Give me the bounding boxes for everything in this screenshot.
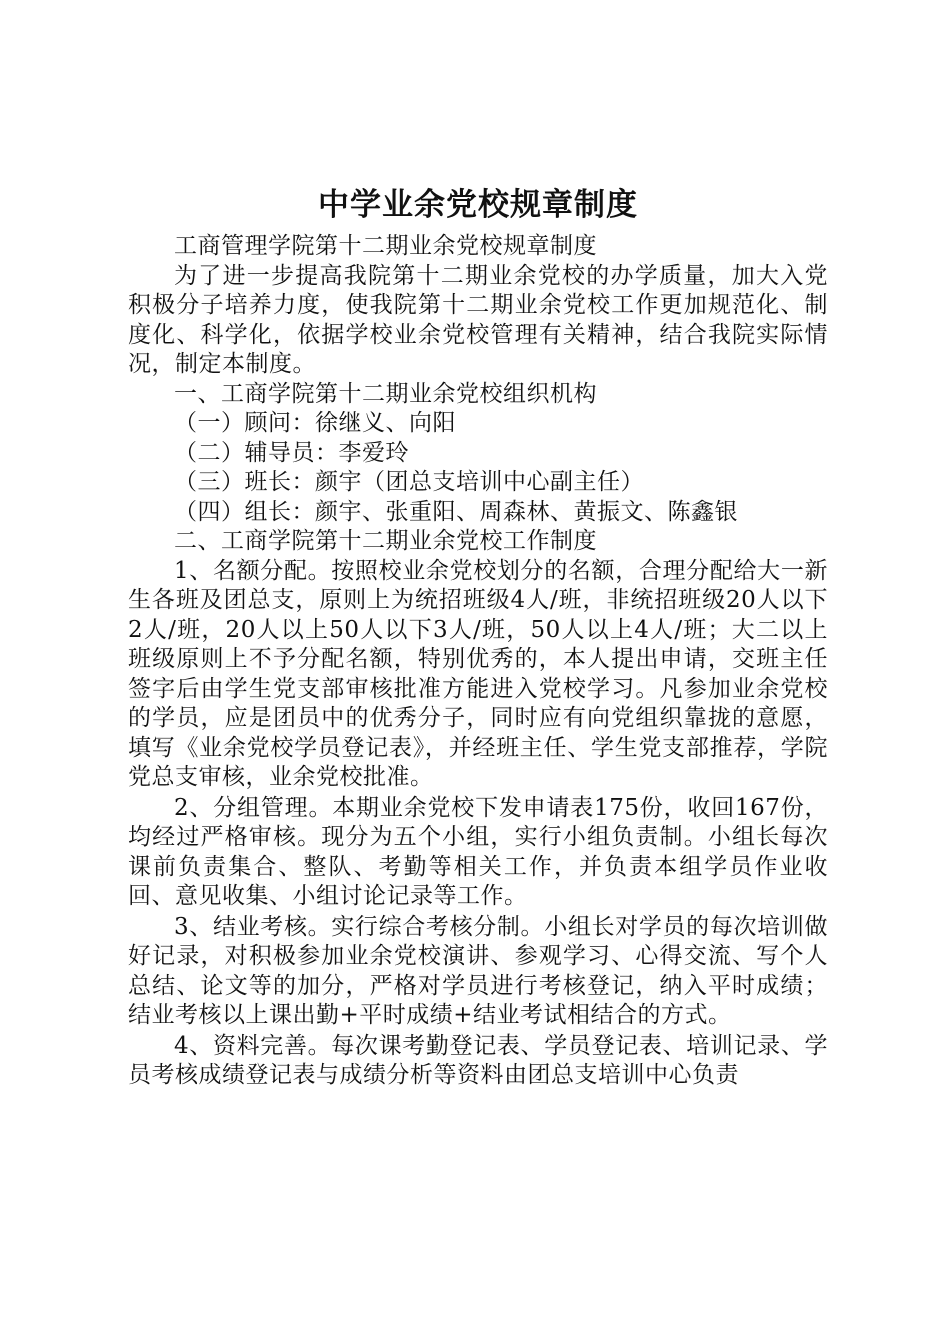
document-page [128, 182, 828, 1091]
paragraph-subtitle: 工商管理学院第十二期业余党校规章制度 [174, 233, 597, 259]
section-heading-organization: 一、工商学院第十二期业余党校组织机构 [174, 380, 597, 407]
list-item-monitor: （三）班长：颜宇（团总支培训中心副主任） [174, 469, 644, 495]
list-item-group-leaders: （四）组长：颜宇、张重阳、周森林、黄振文、陈鑫银 [174, 498, 738, 525]
paragraph-assessment: 3、结业考核。实行综合考核分制。小组长对学员的每次培训做好记录，对积极参加业余党校演讲、参观学习、心得交流、写个人总结、论文等的加分，严格对学员进行考核登记，纳入平时成绩；结业考核以上课出勤+平时成绩+结业考试相结合的方式。 [128, 913, 828, 1028]
paragraph-materials: 4、资料完善。每次课考勤登记表、学员登记表、培训记录、学员考核成绩登记表与成绩分析等资料由团总支培训中心负责 [128, 1032, 828, 1088]
list-item-counselor: （二）辅导员：李爱玲 [174, 439, 409, 466]
section-heading-work-system: 二、工商学院第十二期业余党校工作制度 [174, 528, 597, 554]
list-item-advisor: （一）顾问：徐继义、向阳 [174, 410, 456, 436]
document-title: 中学业余党校规章制度 [318, 187, 638, 223]
paragraph-intro: 为了进一步提高我院第十二期业余党校的办学质量，加大入党积极分子培养力度，使我院第十二期业余党校工作更加规范化、制度化、科学化，依据学校业余党校管理有关精神，结合我院实际情况，制定本制度。 [128, 262, 828, 377]
paragraph-grouping: 2、分组管理。本期业余党校下发申请表175份，收回167份，均经过严格审核。现分为五个小组，实行小组负责制。小组长每次课前负责集合、整队、考勤等相关工作，并负责本组学员作业收回、意见收集、小组讨论记录等工作。 [128, 794, 828, 909]
paragraph-quota: 1、名额分配。按照校业余党校划分的名额，合理分配给大一新生各班及团总支，原则上为统招班级4人/班，非统招班级20人以下2人/班，20人以上50人以下3人/班，50人以上4人/班；大二以上班级原则上不予分配名额，特别优秀的，本人提出申请，交班主任签字后由学生党支部审核批准方能进入党校学习。凡参加业余党校的学员，应是团员中的优秀分子，同时应有向党组织靠拢的意愿，填写《业余党校学员登记表》，并经班主任、学生党支部推荐，学院党总支审核，业余党校批准。 [128, 557, 828, 790]
